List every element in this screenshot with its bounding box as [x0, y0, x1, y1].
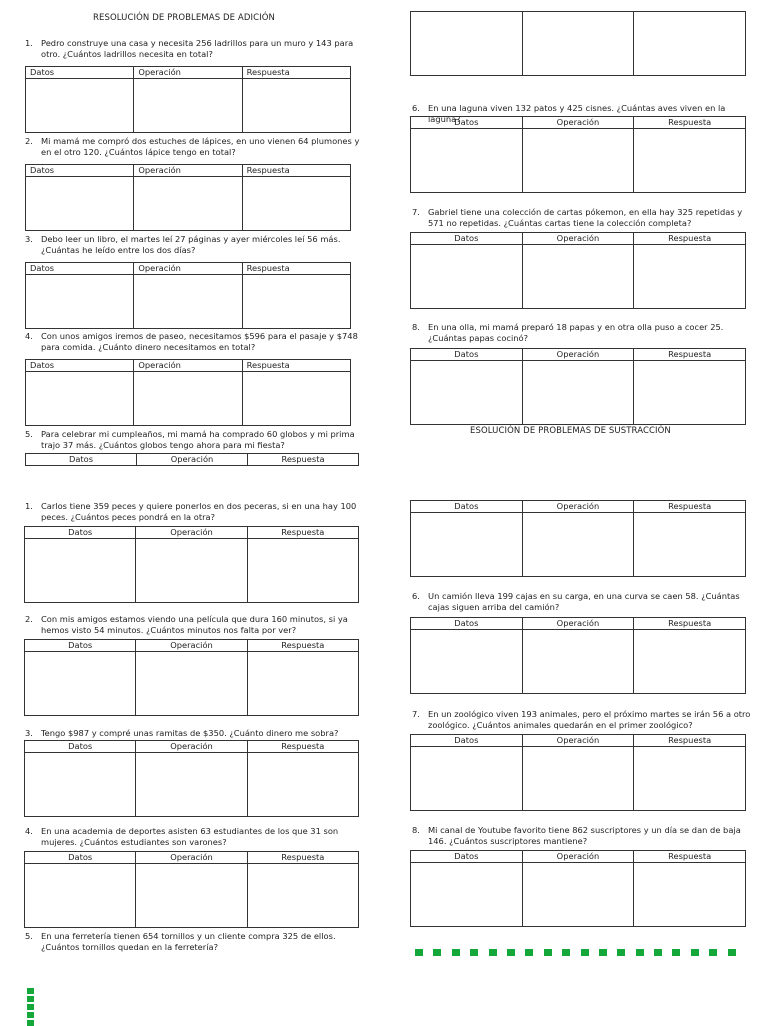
header-datos: Datos	[26, 67, 134, 79]
header-respuesta: Respuesta	[242, 165, 350, 177]
answer-cell-respuesta[interactable]	[634, 361, 746, 425]
addition-problem-4: 4. Con unos amigos iremos de paseo, necesitamos $596 para el pasaje y $748 para comida. ¿Cuánto dinero necesitamos en total?	[25, 331, 358, 352]
answer-cell-datos[interactable]	[25, 864, 136, 928]
subtraction-problem-3: 3. Tengo $987 y compré unas ramitas de $350. ¿Cuánto dinero me sobra?	[25, 728, 339, 738]
addition-problem-5: 5. Para celebrar mi cumpleaños, mi mamá ha comprado 60 globos y mi prima trajo 37 más. ¿Cuántos globos tengo ahora para mi fiesta?	[25, 429, 355, 450]
answer-cell-respuesta[interactable]	[634, 513, 746, 577]
subtraction-problem-2: 2. Con mis amigos estamos viendo una película que dura 160 minutos, si ya hemos visto 54 minutos. ¿Cuántos minutos nos falta por ver?	[25, 614, 348, 635]
answer-cell-operacion[interactable]	[136, 539, 247, 603]
addition-problem-1: 1. Pedro construye una casa y necesita 256 ladrillos para un muro y 143 para otro. ¿Cuántos ladrillos necesita en total?	[25, 38, 354, 59]
answer-cell-operacion[interactable]	[522, 747, 634, 811]
header-operacion: Operación	[134, 165, 242, 177]
answer-cell-respuesta[interactable]	[247, 652, 358, 716]
header-datos: Datos	[25, 852, 136, 864]
header-datos: Datos	[411, 117, 523, 129]
subtraction-problem-8: 8. Mi canal de Youtube favorito tiene 862 suscriptores y un día se dan de baja 146. ¿Cuántos suscriptores mantiene?	[412, 825, 741, 846]
header-operacion: Operación	[134, 263, 242, 275]
answer-cell-respuesta[interactable]	[242, 79, 350, 133]
subtraction-problem-7: 7. En un zoológico viven 193 animales, pero el próximo martes se irán 56 a otro zoológico. ¿Cuántos animales quedarán en el primer zoológico?	[412, 709, 751, 730]
header-respuesta: Respuesta	[247, 852, 358, 864]
header-operacion: Operación	[522, 735, 634, 747]
header-respuesta: Respuesta	[242, 360, 350, 372]
answer-cell-operacion[interactable]	[522, 513, 634, 577]
answer-cell-datos[interactable]	[26, 79, 134, 133]
subtraction-problem-1: 1. Carlos tiene 359 peces y quiere ponerlos en dos peceras, si en una hay 100 peces. ¿Cuántos peces pondrá en la otra?	[25, 501, 357, 522]
answer-cell-respuesta[interactable]	[634, 245, 746, 309]
addition-table-3	[25, 262, 351, 329]
header-operacion: Operación	[522, 851, 634, 863]
answer-cell-datos[interactable]	[26, 372, 134, 426]
header-datos: Datos	[411, 349, 523, 361]
header-operacion: Operación	[522, 501, 634, 513]
header-operacion: Operación	[136, 640, 247, 652]
subtraction-table-5	[410, 500, 746, 577]
header-respuesta: Respuesta	[242, 67, 350, 79]
header-respuesta: Respuesta	[634, 851, 746, 863]
answer-cell-operacion[interactable]	[136, 753, 247, 817]
header-datos: Datos	[26, 360, 134, 372]
header-operacion: Operación	[137, 454, 248, 466]
answer-cell-operacion[interactable]	[136, 864, 247, 928]
addition-problem-2: 2. Mi mamá me compró dos estuches de lápices, en uno vienen 64 plumones y en el otro 120. ¿Cuántos lápice tengo en total?	[25, 136, 360, 157]
addition-problem-6: 6. En una laguna viven 132 patos y 425 cisnes. ¿Cuántas aves viven en la laguna?	[412, 103, 726, 124]
header-respuesta: Respuesta	[247, 640, 358, 652]
addition-table-5-continued	[410, 11, 746, 76]
answer-cell-datos[interactable]	[26, 177, 134, 231]
answer-cell-operacion[interactable]	[134, 79, 242, 133]
answer-cell-datos[interactable]	[25, 753, 136, 817]
answer-cell-respuesta[interactable]	[242, 372, 350, 426]
addition-table-4	[25, 359, 351, 426]
answer-cell-respuesta[interactable]	[247, 539, 358, 603]
subtraction-problem-4: 4. En una academia de deportes asisten 63 estudiantes de los que 31 son mujeres. ¿Cuántos estudiantes son varones?	[25, 826, 339, 847]
addition-table-5	[25, 453, 359, 466]
addition-problem-7: 7. Gabriel tiene una colección de cartas pókemon, en ella hay 325 repetidas y 571 no repetidas. ¿Cuántas cartas tiene la colección completa?	[412, 207, 743, 228]
answer-cell-respuesta[interactable]	[247, 753, 358, 817]
answer-cell-respuesta[interactable]	[634, 747, 746, 811]
subtraction-table-8	[410, 850, 746, 927]
subtraction-problem-6: 6. Un camión lleva 199 cajas en su carga, en una curva se caen 58. ¿Cuántas cajas siguen arriba del camión?	[412, 591, 740, 612]
addition-problem-3: 3. Debo leer un libro, el martes leí 27 páginas y ayer miércoles leí 56 más. ¿Cuántas he leído entre los dos días?	[25, 234, 341, 255]
header-respuesta: Respuesta	[634, 233, 746, 245]
answer-cell-datos[interactable]	[411, 361, 523, 425]
subtraction-table-7	[410, 734, 746, 811]
header-respuesta: Respuesta	[634, 117, 746, 129]
header-respuesta: Respuesta	[247, 527, 358, 539]
answer-cell-respuesta[interactable]	[634, 863, 746, 927]
green-dash-decoration	[415, 949, 736, 956]
green-bar	[27, 988, 34, 1026]
subtraction-problem-5: 5. En una ferretería tienen 654 tornillos y un cliente compra 325 de ellos. ¿Cuántos tornillos quedan en la ferretería?	[25, 931, 336, 952]
header-respuesta: Respuesta	[247, 741, 358, 753]
header-operacion: Operación	[134, 67, 242, 79]
addition-problem-8: 8. En una olla, mi mamá preparó 18 papas y en otra olla puso a cocer 25. ¿Cuántas papas cocinó?	[412, 322, 724, 343]
header-operacion: Operación	[136, 852, 247, 864]
header-respuesta: Respuesta	[634, 501, 746, 513]
answer-cell-respuesta[interactable]	[242, 177, 350, 231]
subtraction-title: ESOLUCIÓN DE PROBLEMAS DE SUSTRACCIÓN	[470, 426, 671, 436]
header-datos: Datos	[411, 851, 523, 863]
header-datos: Datos	[26, 263, 134, 275]
header-respuesta: Respuesta	[634, 618, 746, 630]
header-operacion: Operación	[522, 233, 634, 245]
answer-cell-datos[interactable]	[411, 513, 523, 577]
header-operacion: Operación	[136, 741, 247, 753]
header-operacion: Operación	[522, 618, 634, 630]
answer-cell-operacion[interactable]	[522, 361, 634, 425]
answer-cell-respuesta[interactable]	[242, 275, 350, 329]
subtraction-table-3	[24, 740, 359, 817]
header-respuesta: Respuesta	[634, 349, 746, 361]
addition-title: RESOLUCIÓN DE PROBLEMAS DE ADICIÓN	[93, 13, 275, 23]
header-operacion: Operación	[134, 360, 242, 372]
answer-cell-datos[interactable]	[411, 129, 523, 193]
header-respuesta: Respuesta	[242, 263, 350, 275]
answer-cell-datos[interactable]	[25, 539, 136, 603]
addition-table-6	[410, 116, 746, 193]
answer-cell-datos[interactable]	[25, 652, 136, 716]
header-datos: Datos	[411, 501, 523, 513]
header-respuesta: Respuesta	[634, 735, 746, 747]
subtraction-table-6	[410, 617, 746, 694]
addition-table-1	[25, 66, 351, 133]
header-datos: Datos	[411, 618, 523, 630]
answer-cell-respuesta[interactable]	[247, 864, 358, 928]
header-datos: Datos	[25, 741, 136, 753]
answer-cell-operacion[interactable]	[522, 129, 634, 193]
header-datos: Datos	[26, 165, 134, 177]
addition-table-7	[410, 232, 746, 309]
answer-cell-respuesta[interactable]	[634, 129, 746, 193]
answer-cell-datos[interactable]	[411, 630, 523, 694]
answer-cell-operacion[interactable]	[522, 245, 634, 309]
header-datos: Datos	[411, 233, 523, 245]
subtraction-table-4	[24, 851, 359, 928]
answer-cell-operacion[interactable]	[522, 863, 634, 927]
header-respuesta: Respuesta	[248, 454, 359, 466]
answer-cell-operacion[interactable]	[134, 275, 242, 329]
answer-cell-datos[interactable]	[411, 747, 523, 811]
header-operacion: Operación	[522, 117, 634, 129]
answer-cell-respuesta[interactable]	[634, 12, 746, 76]
header-datos: Datos	[411, 735, 523, 747]
header-operacion: Operación	[136, 527, 247, 539]
answer-cell-datos[interactable]	[26, 275, 134, 329]
addition-table-8	[410, 348, 746, 425]
subtraction-table-2	[24, 639, 359, 716]
header-operacion: Operación	[522, 349, 634, 361]
answer-cell-operacion[interactable]	[134, 177, 242, 231]
answer-cell-operacion[interactable]	[522, 12, 634, 76]
header-datos: Datos	[26, 454, 137, 466]
header-datos: Datos	[25, 527, 136, 539]
answer-cell-datos[interactable]	[411, 863, 523, 927]
answer-cell-operacion[interactable]	[134, 372, 242, 426]
addition-table-2	[25, 164, 351, 231]
answer-cell-datos[interactable]	[411, 12, 523, 76]
header-datos: Datos	[25, 640, 136, 652]
answer-cell-respuesta[interactable]	[634, 630, 746, 694]
answer-cell-operacion[interactable]	[522, 630, 634, 694]
answer-cell-datos[interactable]	[411, 245, 523, 309]
answer-cell-operacion[interactable]	[136, 652, 247, 716]
subtraction-table-1	[24, 526, 359, 603]
